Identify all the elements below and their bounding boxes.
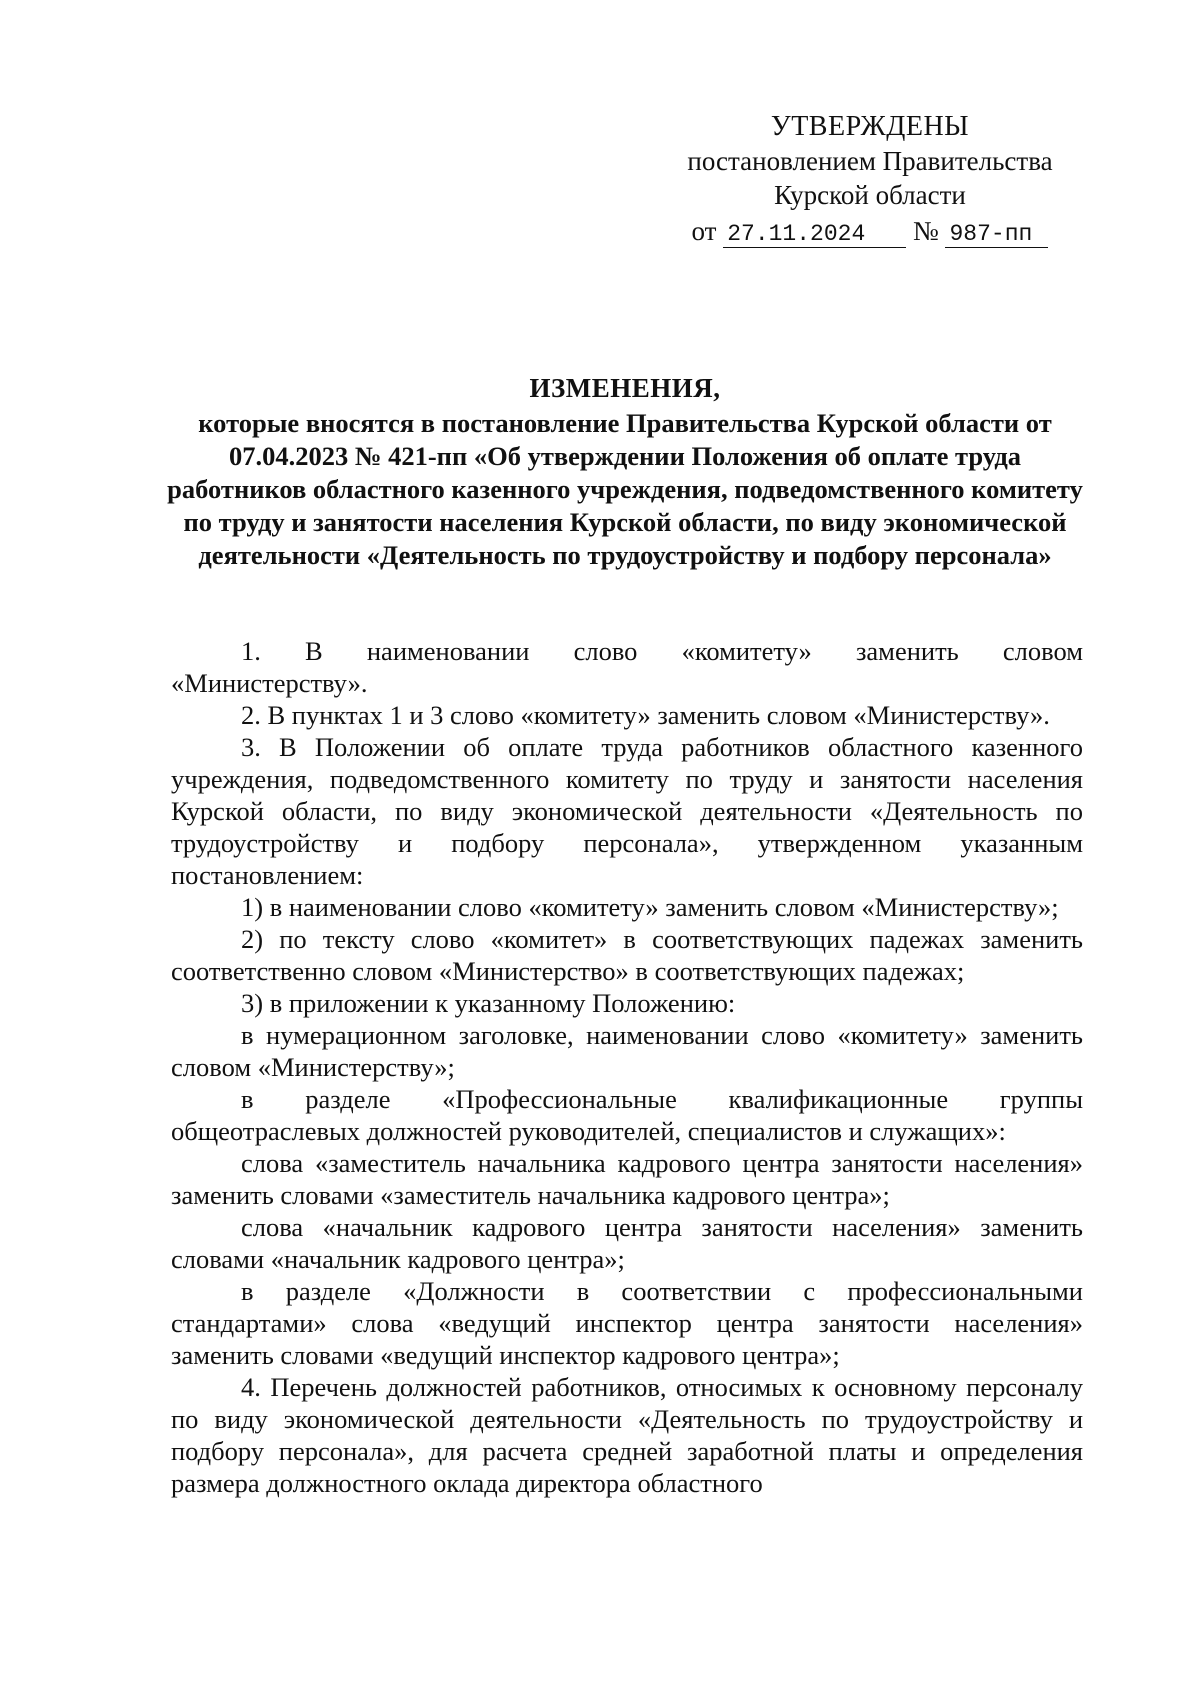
paragraph-3-3: 3) в приложении к указанному Положению:: [241, 988, 736, 1018]
paragraph-section-pkg: в разделе «Профессиональные квалификационные группы общеотраслевых должностей руководителей, специалистов и служащих»:: [171, 1084, 1083, 1146]
title-subtitle: которые вносятся в постановление Правительства Курской области от 07.04.2023 № 421-пп «Об утверждении Положения об оплате труда работников областного казенного учреждения, подведомственного комитету по труду и занятости населения Курской области, по виду экономической деятельности «Деятельность по трудоустройству и подбору персонала»: [167, 408, 1083, 570]
decree-number: 987-пп: [945, 221, 1048, 248]
paragraph-deputy-head: слова «заместитель начальника кадрового центра занятости населения» заменить словами «заместитель начальника кадрового центра»;: [171, 1148, 1083, 1210]
paragraph-head: слова «начальник кадрового центра занятости населения» заменить словами «начальник кадрового центра»;: [171, 1212, 1083, 1274]
document-title: [160, 372, 1090, 572]
approval-line-1: постановлением Правительства: [687, 146, 1053, 176]
approval-line-2: Курской области: [774, 180, 966, 210]
paragraph-1: 1. В наименовании слово «комитету» заменить словом «Министерству».: [171, 636, 1083, 698]
paragraph-3-2: 2) по тексту слово «комитет» в соответствующих падежах заменить соответственно словом «Министерство» в соответствующих падежах;: [171, 924, 1083, 986]
decree-date: 27.11.2024: [723, 221, 906, 248]
approval-block: [660, 110, 1080, 248]
from-label: от: [691, 216, 717, 246]
approval-heading: УТВЕРЖДЕНЫ: [770, 111, 970, 142]
paragraph-numbering-header: в нумерационном заголовке, наименовании слово «комитету» заменить словом «Министерству»;: [171, 1020, 1083, 1082]
paragraph-4: 4. Перечень должностей работников, относимых к основному персоналу по виду экономической деятельности «Деятельность по трудоустройству и подбору персонала», для расчета средней заработной платы и определения размера должностного оклада директора областного: [171, 1372, 1083, 1498]
document-body: [171, 635, 1083, 1499]
paragraph-3-1: 1) в наименовании слово «комитету» заменить словом «Министерству»;: [241, 892, 1059, 922]
paragraph-section-standards: в разделе «Должности в соответствии с профессиональными стандартами» слова «ведущий инспектор центра занятости населения» заменить словами «ведущий инспектор кадрового центра»;: [171, 1276, 1083, 1370]
number-label: №: [912, 216, 939, 246]
paragraph-2: 2. В пунктах 1 и 3 слово «комитету» заменить словом «Министерству».: [241, 700, 1050, 730]
approval-date-line: [660, 214, 1080, 248]
title-heading: ИЗМЕНЕНИЯ,: [529, 373, 721, 403]
paragraph-3: 3. В Положении об оплате труда работников областного казенного учреждения, подведомственного комитету по труду и занятости населения Курской области, по виду экономической деятельности «Деятельность по трудоустройству и подбору персонала», утвержденном указанным постановлением:: [171, 732, 1083, 890]
